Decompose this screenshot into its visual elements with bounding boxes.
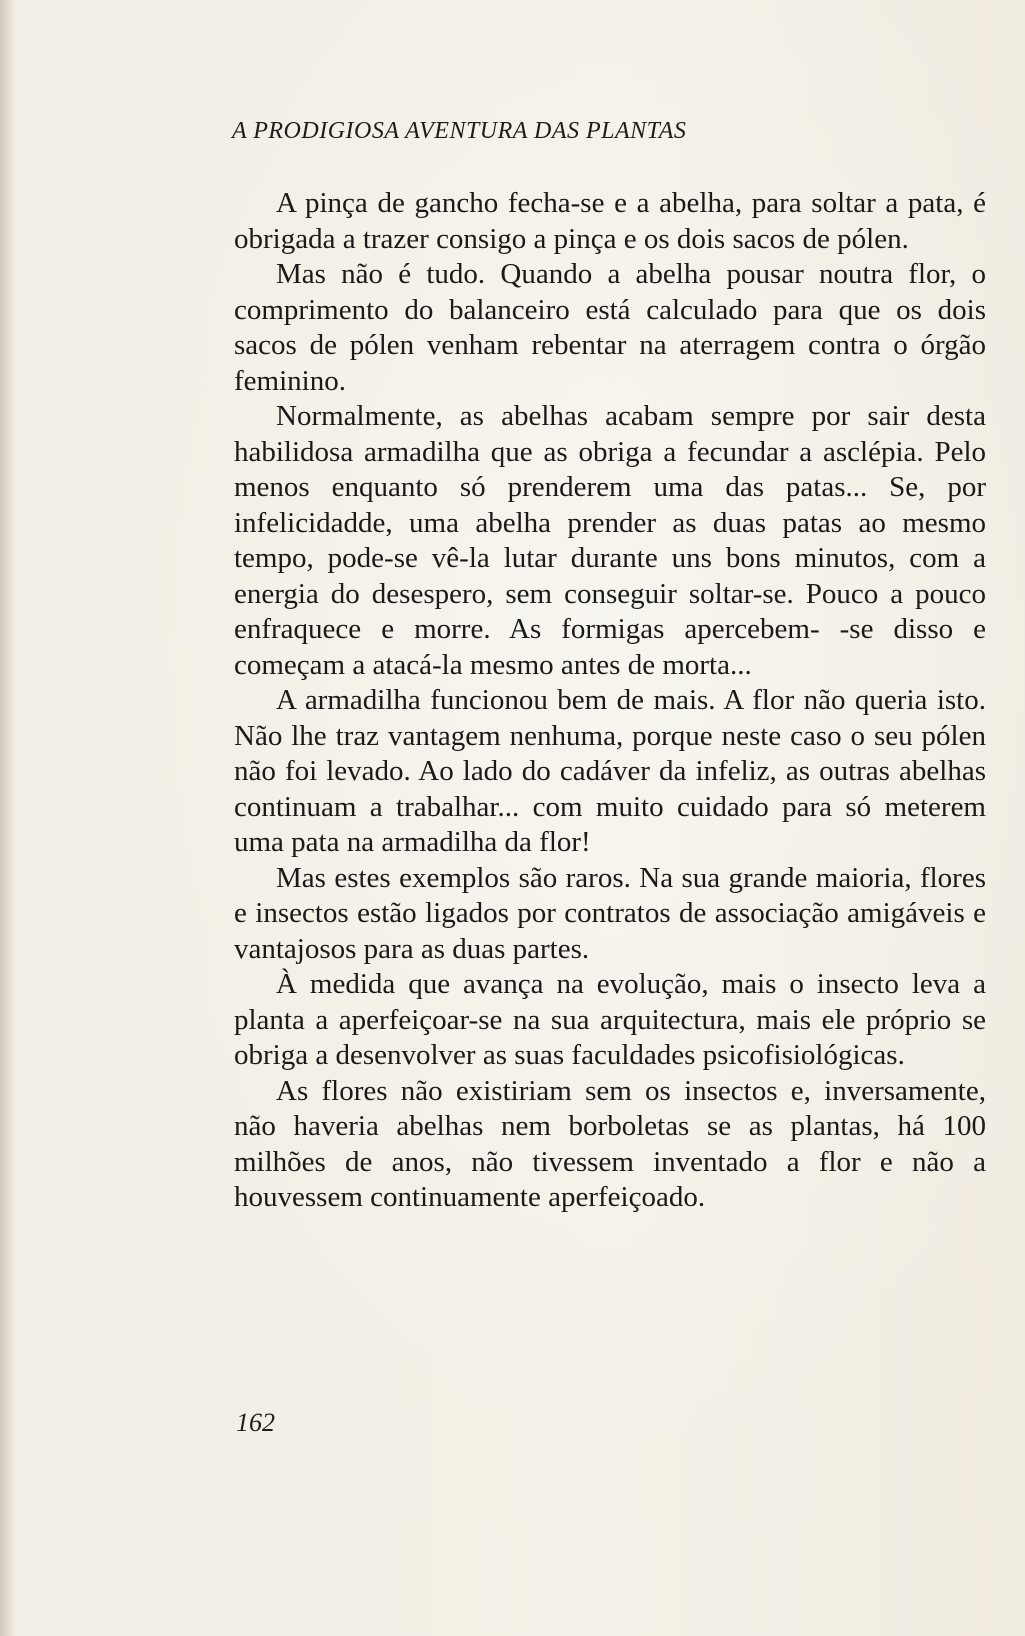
paragraph-4: A armadilha funcionou bem de mais. A flor não queria isto. Não lhe traz vantagem nenhuma, porque neste caso o seu pólen não foi levado. Ao lado do cadáver da infeliz, as outras abelhas continuam a trabalhar... com muito cuidado para só meterem uma pata na armadilha da flor!: [234, 684, 986, 858]
paragraph-7: As flores não existiriam sem os insectos e, inversamente, não haveria abelhas nem borboletas se as plantas, há 100 milhões de anos, não tivessem inventado a flor e não a houvessem continuamente aperfeiçoado.: [234, 1074, 986, 1213]
paragraph-6: À medida que avança na evolução, mais o insecto leva a planta a aperfeiçoar-se na sua arquitectura, mais ele próprio se obriga a desenvolver as suas faculdades psicofisiológicas.: [234, 968, 986, 1071]
paragraph-2: Mas não é tudo. Quando a abelha pousar noutra flor, o comprimento do balanceiro está calculado para que os dois sacos de pólen venham rebentar na aterragem contra o órgão feminino.: [234, 258, 986, 397]
page-number: 162: [236, 1408, 275, 1437]
running-head-title: A PRODIGIOSA AVENTURA DAS PLANTAS: [232, 118, 687, 144]
paragraph-1: A pinça de gancho fecha-se e a abelha, para soltar a pata, é obrigada a trazer consigo a pinça e os dois sacos de pólen.: [234, 187, 986, 255]
body-text: [234, 186, 986, 1216]
paragraph-5: Mas estes exemplos são raros. Na sua grande maioria, flores e insectos estão ligados por contratos de associação amigáveis e vantajosos para as duas partes.: [234, 861, 986, 965]
paragraph-3: Normalmente, as abelhas acabam sempre por sair desta habilidosa armadilha que as obriga a fecundar a asclépia. Pelo menos enquanto só prenderem uma das patas... Se, por infelicidadde, uma abelha prender as duas patas ao mesmo tempo, pode-se vê-la lutar durante uns bons minutos, com a energia do desespero, sem conseguir soltar-se. Pouco a pouco enfraquece e morre. As formigas apercebem- -se disso e começam a atacá-la mesmo antes de morta...: [234, 400, 986, 681]
gutter-shadow: [0, 0, 14, 1636]
